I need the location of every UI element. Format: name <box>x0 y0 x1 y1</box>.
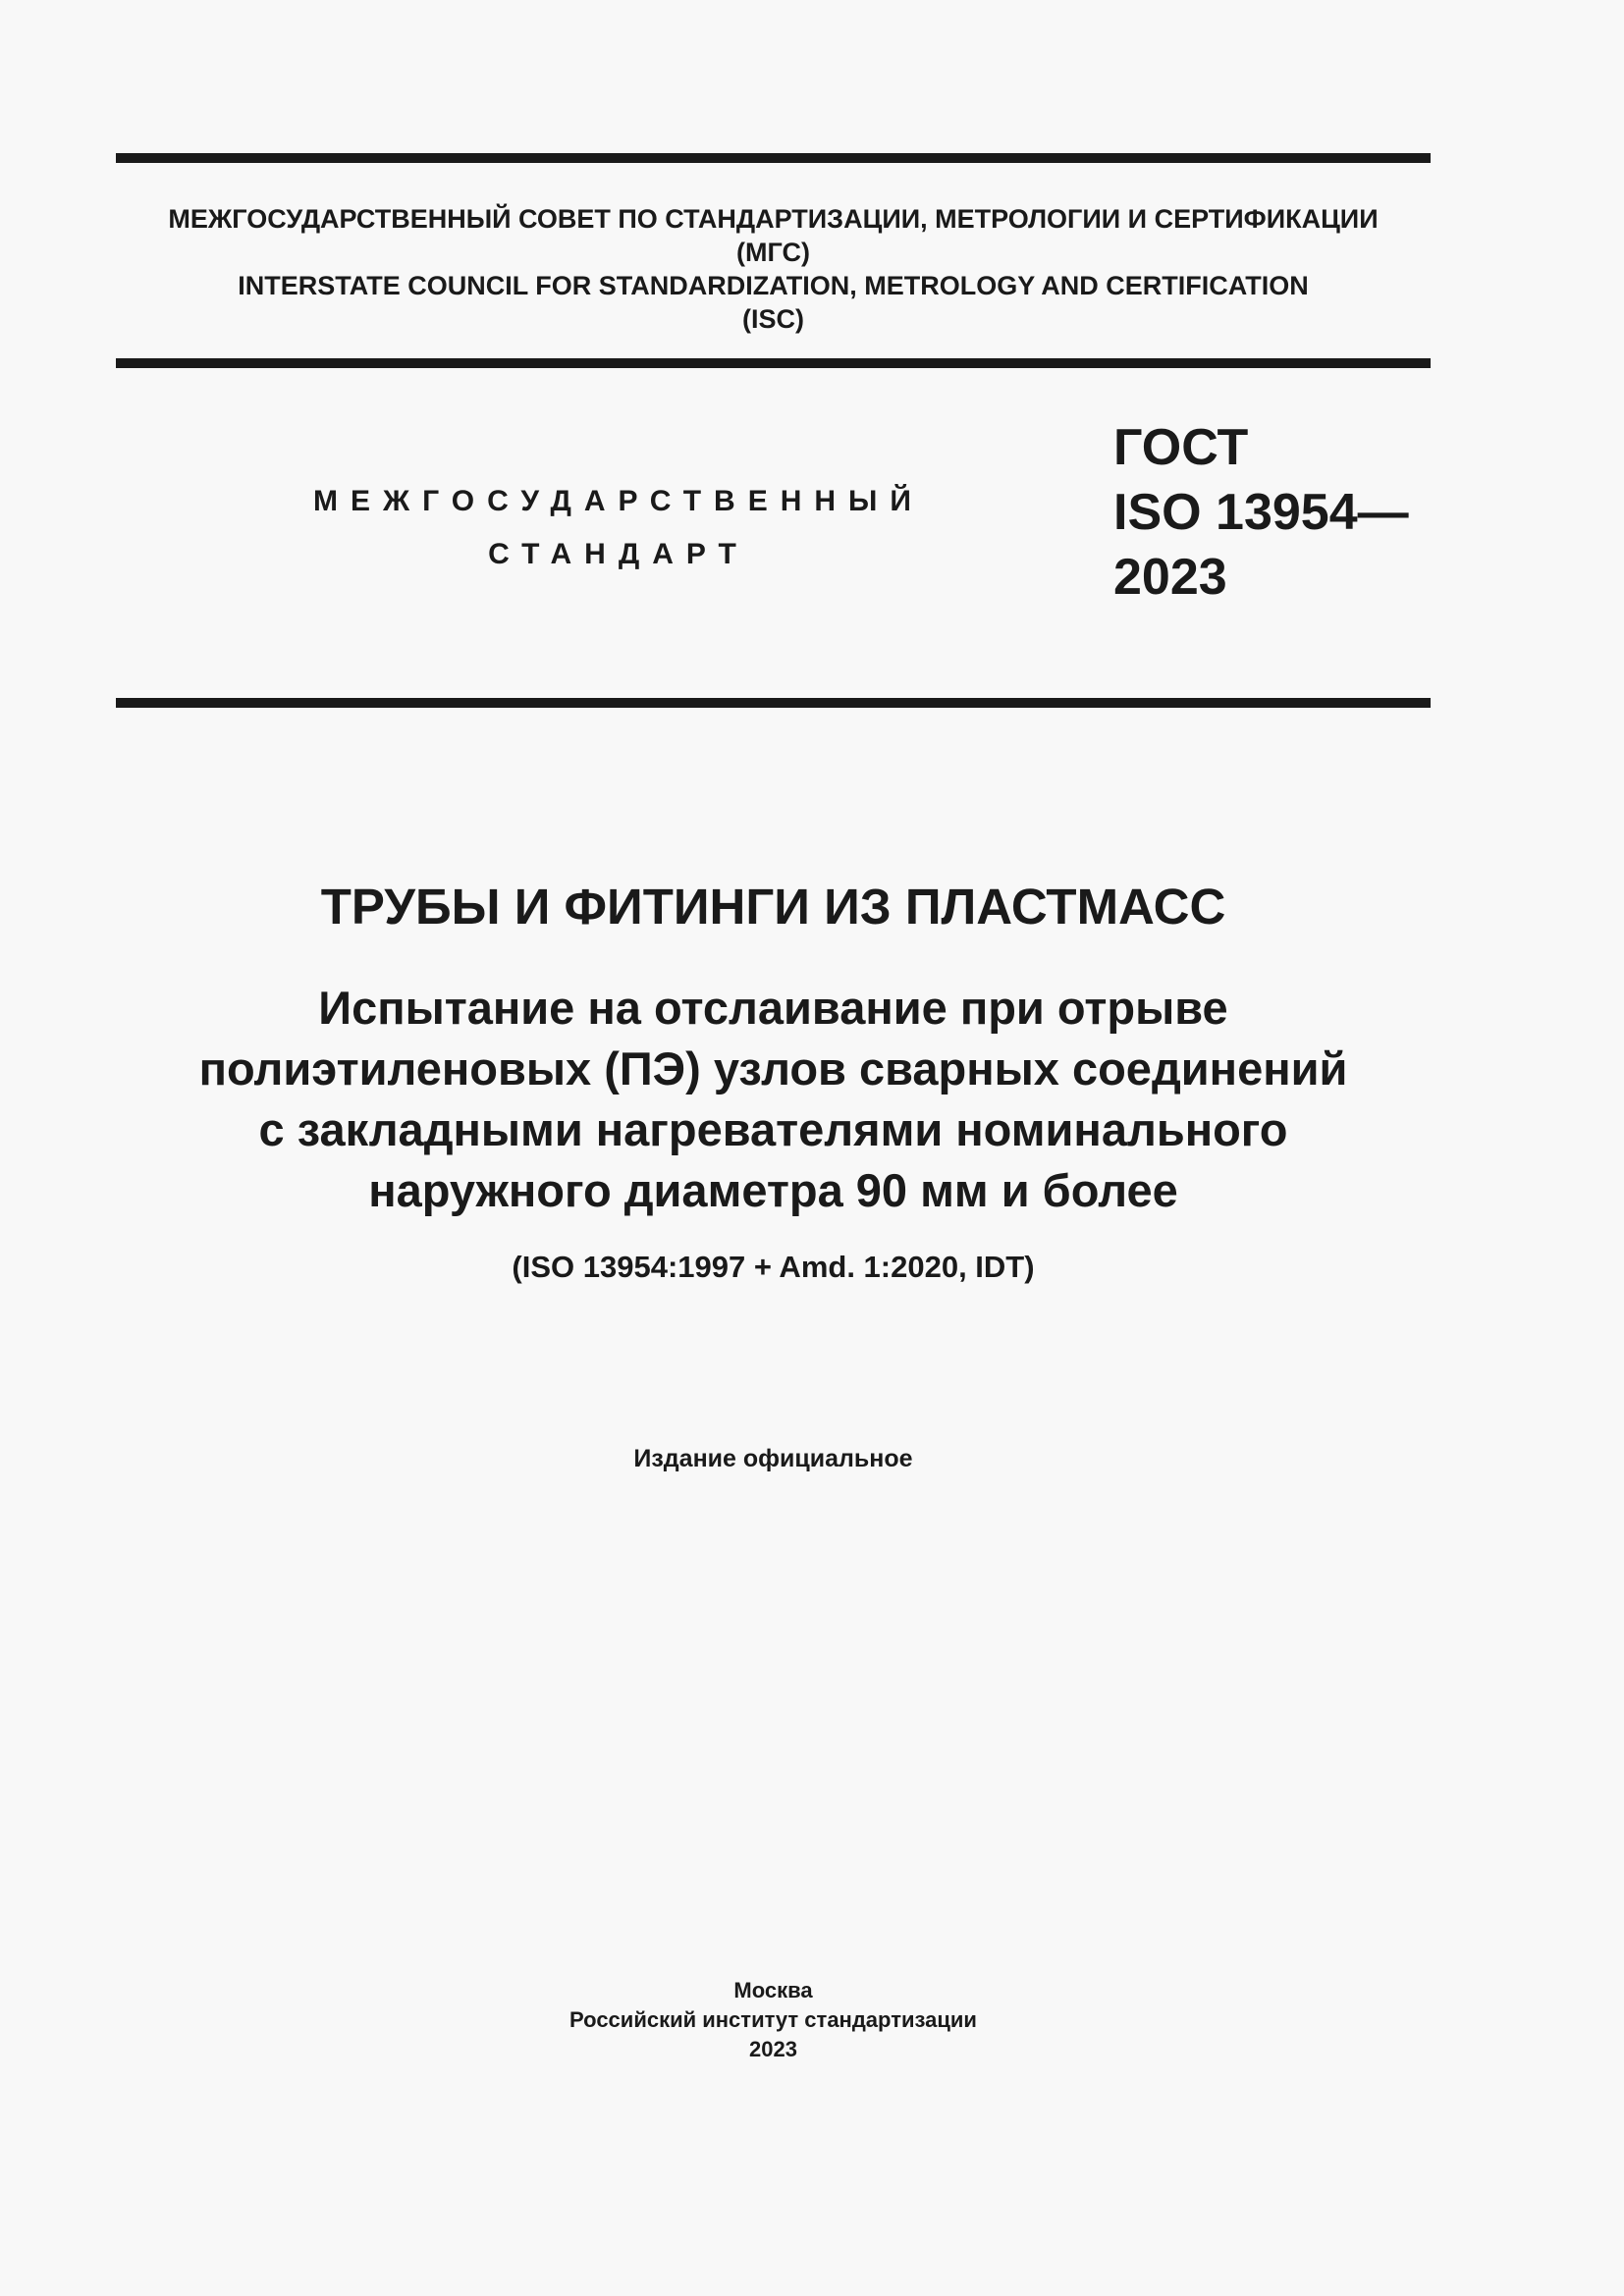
subtitle-line: наружного диаметра 90 мм и более <box>368 1164 1178 1216</box>
standard-kind-line2: СТАНДАРТ <box>488 538 749 570</box>
designation-line1: ГОСТ <box>1113 419 1249 476</box>
council-header <box>116 202 1431 336</box>
designation-line3: 2023 <box>1113 549 1227 606</box>
document-title: ТРУБЫ И ФИТИНГИ ИЗ ПЛАСТМАСС <box>320 879 1226 934</box>
standard-kind-line1: МЕЖГОСУДАРСТВЕННЫЙ <box>313 485 924 517</box>
imprint-city: Москва <box>733 1978 813 2002</box>
standard-kind <box>275 475 962 581</box>
council-ru-name: МЕЖГОСУДАРСТВЕННЫЙ СОВЕТ ПО СТАНДАРТИЗАЦИИ, МЕТРОЛОГИИ И СЕРТИФИКАЦИИ <box>168 204 1379 234</box>
subtitle-line: с закладными нагревателями номинального <box>258 1103 1288 1155</box>
designation-line2: ISO 13954— <box>1113 484 1409 541</box>
council-en-name: INTERSTATE COUNCIL FOR STANDARDIZATION, METROLOGY AND CERTIFICATION <box>238 271 1309 300</box>
council-ru-abbr: (МГС) <box>736 238 810 267</box>
edition-note: Издание официальное <box>633 1445 913 1472</box>
standard-designation <box>1113 415 1409 610</box>
document-subtitle <box>116 978 1431 1221</box>
iso-reference: (ISO 13954:1997 + Amd. 1:2020, IDT) <box>512 1250 1035 1284</box>
imprint <box>116 1976 1431 2064</box>
subtitle-line: Испытание на отслаивание при отрыве <box>318 982 1228 1034</box>
top-divider <box>116 153 1431 163</box>
council-en-abbr: (ISC) <box>742 304 804 334</box>
subtitle-line: полиэтиленовых (ПЭ) узлов сварных соединений <box>198 1042 1348 1095</box>
imprint-publisher: Российский институт стандартизации <box>569 2007 977 2032</box>
imprint-year: 2023 <box>749 2037 797 2061</box>
middle-divider <box>116 358 1431 368</box>
lower-divider <box>116 698 1431 708</box>
